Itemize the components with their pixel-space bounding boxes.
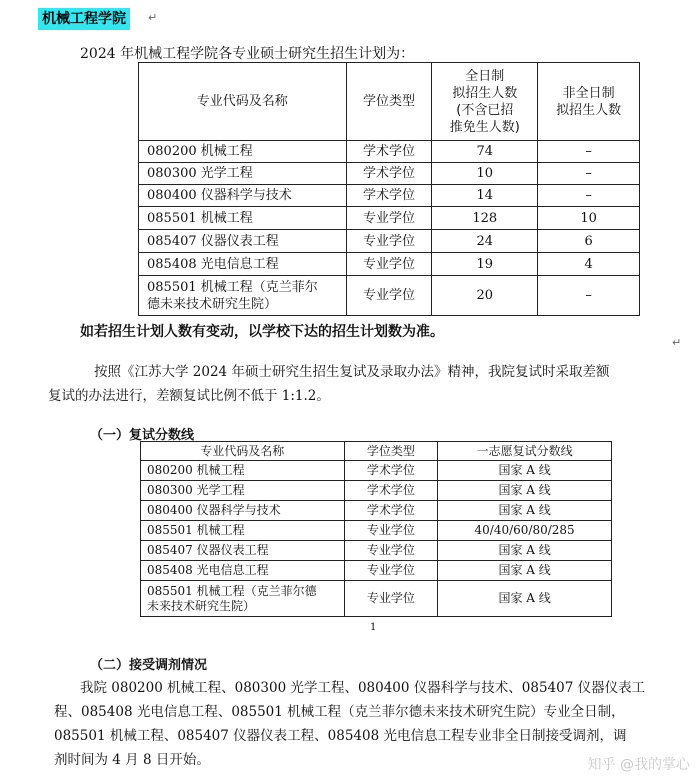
- cell-fulltime: 74: [432, 141, 538, 163]
- cell-score-line: 国家 A 线: [438, 481, 612, 501]
- cell-major: [141, 581, 345, 617]
- cell-degree-type: 专业学位: [346, 276, 432, 316]
- intro-text: 2024 年机械工程学院各专业硕士研究生招生计划为：: [80, 46, 415, 62]
- cell-fulltime: 19: [432, 253, 538, 276]
- cell-fulltime: 128: [432, 207, 538, 230]
- cell-degree-type: 专业学位: [344, 581, 438, 617]
- cell-score-line: 国家 A 线: [438, 541, 612, 561]
- heading-text: 机械工程学院: [42, 11, 126, 27]
- header-fulltime-line: 全日制: [465, 68, 505, 84]
- table-row: [141, 461, 612, 481]
- cell-score-line: 国家 A 线: [438, 501, 612, 521]
- paragraph-line: 085501 机械工程、085407 仪器仪表工程、085408 光电信息工程专业非全日制接受调剂，调: [54, 728, 627, 744]
- cell-fulltime: 10: [432, 163, 538, 185]
- cell-major-line: 德未来技术研究生院）: [147, 296, 278, 312]
- enrollment-plan-table: [138, 62, 640, 316]
- cell-degree-type: 专业学位: [344, 541, 438, 561]
- table-row: [139, 207, 640, 230]
- header-major: 专业代码及名称: [139, 63, 347, 141]
- cell-parttime: –: [538, 185, 640, 207]
- cell-parttime: –: [538, 141, 640, 163]
- cell-parttime: 6: [538, 230, 640, 253]
- cell-major: 085408 光电信息工程: [139, 253, 347, 276]
- cell-degree-type: 学术学位: [346, 141, 432, 163]
- cell-parttime: 10: [538, 207, 640, 230]
- cell-degree-type: 专业学位: [346, 207, 432, 230]
- cell-score-line: 国家 A 线: [438, 561, 612, 581]
- header-fulltime-line: (不含已招: [456, 102, 514, 118]
- paragraph-mark: ↵: [148, 11, 158, 24]
- header-parttime-line: 拟招生人数: [556, 102, 622, 118]
- table-row: [141, 501, 612, 521]
- header-fulltime-line: 拟招生人数: [452, 85, 518, 101]
- plan-change-note: 如若招生计划人数有变动，以学校下达的招生计划数为准。: [80, 324, 444, 340]
- cell-major: 085501 机械工程: [141, 521, 345, 541]
- header-fulltime: [432, 63, 538, 141]
- cell-major: 085501 机械工程: [139, 207, 347, 230]
- retest-method-paragraph: [48, 360, 688, 408]
- paragraph-mark: ↵: [672, 336, 682, 349]
- cell-major: 080300 光学工程: [139, 163, 347, 185]
- cell-major: 085408 光电信息工程: [141, 561, 345, 581]
- table-row: [141, 541, 612, 561]
- cell-degree-type: 专业学位: [344, 521, 438, 541]
- paragraph-line: 复试的办法进行，差额复试比例不低于 1:1.2。: [48, 388, 330, 404]
- table-row: [141, 521, 612, 541]
- header-score-line: 一志愿复试分数线: [438, 442, 612, 461]
- cell-degree-type: 专业学位: [346, 253, 432, 276]
- header-degree-type: 学位类型: [344, 442, 438, 461]
- header-parttime: [538, 63, 640, 141]
- cell-fulltime: 20: [432, 276, 538, 316]
- cell-degree-type: 学术学位: [344, 481, 438, 501]
- cell-degree-type: 专业学位: [346, 230, 432, 253]
- cell-major: 080400 仪器科学与技术: [141, 501, 345, 521]
- page-number: 1: [370, 622, 377, 633]
- section-heading-score-line: （一）复试分数线: [90, 428, 195, 443]
- table-row: [139, 141, 640, 163]
- cell-score-line: 40/40/60/80/285: [438, 521, 612, 541]
- table-row: [139, 230, 640, 253]
- cell-degree-type: 学术学位: [344, 501, 438, 521]
- header-fulltime-line: 推免生人数): [449, 119, 520, 135]
- cell-major-line: 085501 机械工程（克兰菲尔德: [147, 583, 317, 598]
- zhihu-watermark: 知乎 @我的掌心: [587, 757, 690, 773]
- table-row: [139, 185, 640, 207]
- cell-major: 080400 仪器科学与技术: [139, 185, 347, 207]
- header-degree-type: 学位类型: [346, 63, 432, 141]
- cell-degree-type: 学术学位: [346, 163, 432, 185]
- table-header-row: [139, 63, 640, 141]
- cell-major: 080200 机械工程: [141, 461, 345, 481]
- cell-parttime: 4: [538, 253, 640, 276]
- table-row: [141, 581, 612, 617]
- table-row: [141, 561, 612, 581]
- cell-parttime: –: [538, 163, 640, 185]
- cell-major: 080300 光学工程: [141, 481, 345, 501]
- paragraph-line: 我院 080200 机械工程、080300 光学工程、080400 仪器科学与技术、085407 仪器仪表工: [80, 680, 646, 696]
- section-heading-adjustment: （二）接受调剂情况: [90, 658, 208, 673]
- cell-major: 085407 仪器仪表工程: [139, 230, 347, 253]
- table-row: [141, 481, 612, 501]
- cell-major-line: 未来技术研究生院）: [147, 598, 256, 613]
- table-row: [139, 253, 640, 276]
- cell-score-line: 国家 A 线: [438, 581, 612, 617]
- cell-parttime: –: [538, 276, 640, 316]
- cell-major-line: 085501 机械工程（克兰菲尔: [147, 279, 318, 295]
- table-header-row: [141, 442, 612, 461]
- header-parttime-line: 非全日制: [562, 85, 615, 101]
- paragraph-line: 按照《江苏大学 2024 年硕士研究生招生复试及录取办法》精神，我院复试时采取差额: [94, 364, 610, 380]
- cell-degree-type: 学术学位: [346, 185, 432, 207]
- paragraph-line: 程、085408 光电信息工程、085501 机械工程（克兰菲尔德未来技术研究生院）专业全日制，: [54, 704, 625, 720]
- cell-fulltime: 14: [432, 185, 538, 207]
- cell-major: [139, 276, 347, 316]
- cell-major: 080200 机械工程: [139, 141, 347, 163]
- header-major: 专业代码及名称: [141, 442, 345, 461]
- cell-major: 085407 仪器仪表工程: [141, 541, 345, 561]
- retest-score-table: [140, 441, 612, 617]
- page-heading: [38, 8, 130, 30]
- cell-score-line: 国家 A 线: [438, 461, 612, 481]
- cell-degree-type: 专业学位: [344, 561, 438, 581]
- paragraph-line: 剂时间为 4 月 8 日开始。: [54, 752, 210, 768]
- cell-fulltime: 24: [432, 230, 538, 253]
- cell-degree-type: 学术学位: [344, 461, 438, 481]
- table-row: [139, 276, 640, 316]
- table-row: [139, 163, 640, 185]
